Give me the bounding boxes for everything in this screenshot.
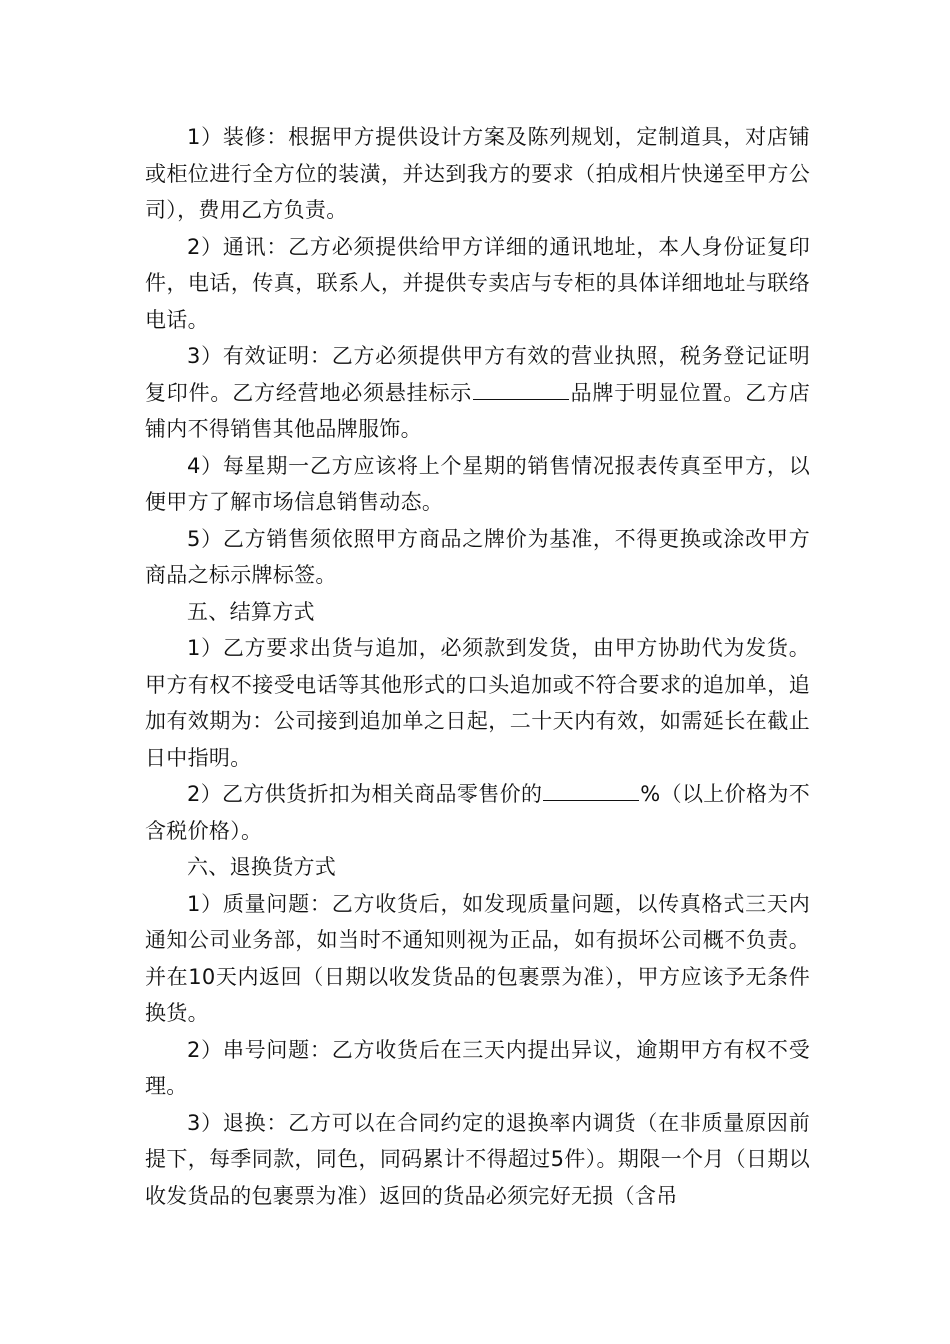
clause-text-before-blank: 3）有效证明：乙方必须提供甲方有效的营业执照，税务登记证明复印件。乙方经营地必须悬挂标示	[145, 344, 810, 405]
clause-valid-certificate	[145, 338, 810, 448]
clause-serial-issue: 2）串号问题：乙方收货后在三天内提出异议，逾期甲方有权不受理。	[145, 1037, 810, 1098]
clause-communication: 2）通讯：乙方必须提供给甲方详细的通讯地址，本人身份证复印件，电话，传真，联系人，并提供专卖店与专柜的具体详细地址与联络电话。	[145, 234, 810, 332]
clause-exchange: 3）退换：乙方可以在合同约定的退换率内调货（在非质量原因前提下，每季同款，同色，同码累计不得超过5件）。期限一个月（日期以收发货品的包裹票为准）返回的货品必须完好无损（含吊	[145, 1110, 810, 1208]
discount-rate-blank	[543, 779, 639, 801]
clause-text-before-blank: 2）乙方供货折扣为相关商品零售价的	[187, 782, 543, 806]
section-heading-returns: 六、退换货方式	[187, 855, 337, 879]
document-body	[145, 119, 810, 1214]
clause-decoration: 1）装修：根据甲方提供设计方案及陈列规划，定制道具，对店铺或柜位进行全方位的装潢，并达到我方的要求（拍成相片快递至甲方公司），费用乙方负责。	[145, 125, 810, 222]
section-heading-settlement: 五、结算方式	[187, 599, 315, 624]
clause-text-after-blank: 品牌于明显位置。乙方店铺内不得销售其他品牌服饰。	[145, 380, 810, 441]
clause-weekly-report: 4）每星期一乙方应该将上个星期的销售情况报表传真至甲方，以便甲方了解市场信息销售动态。	[145, 453, 810, 514]
clause-shipping: 1）乙方要求出货与追加，必须款到发货，由甲方协助代为发货。甲方有权不接受电话等其他形式的口头追加或不符合要求的追加单，追加有效期为：公司接到追加单之日起，二十天内有效，如需延长在截止日中指明。	[145, 636, 810, 770]
clause-quality-issue: 1）质量问题：乙方收货后，如发现质量问题，以传真格式三天内通知公司业务部，如当时不通知则视为正品，如有损坏公司概不负责。并在10天内返回（日期以收发货品的包裹票为准），甲方应该予无条件换货。	[145, 891, 810, 1025]
clause-pricing: 5）乙方销售须依照甲方商品之牌价为基准，不得更换或涂改甲方商品之标示牌标签。	[145, 526, 810, 587]
clause-text-after-blank: %（以上价格为不含税价格）。	[145, 782, 810, 843]
clause-discount	[145, 776, 810, 849]
brand-name-blank	[473, 378, 569, 400]
